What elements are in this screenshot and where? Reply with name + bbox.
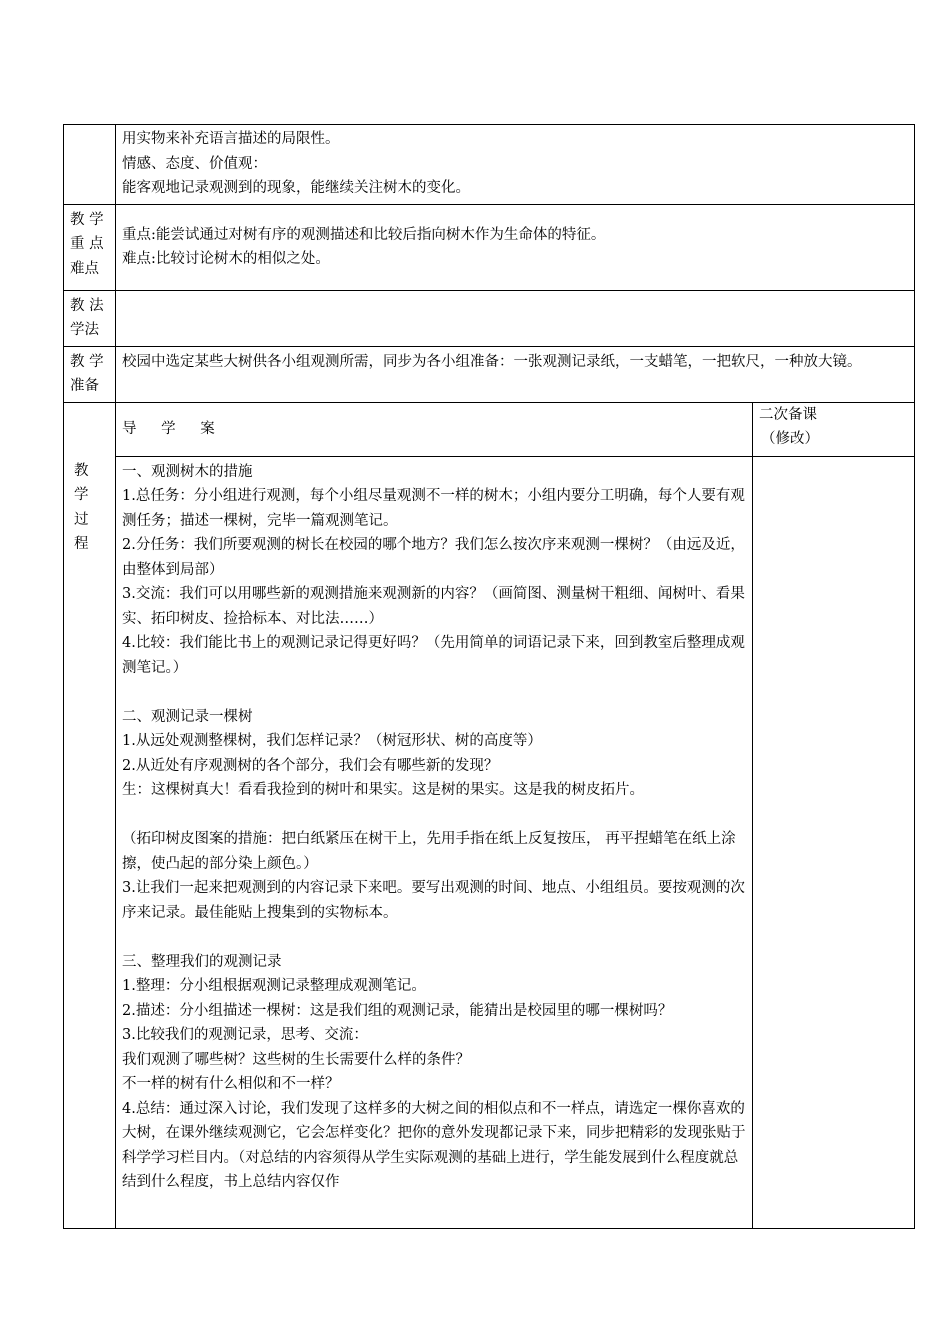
guide-header-text: 导 学 案 bbox=[122, 420, 225, 437]
label-line: 程 bbox=[74, 536, 89, 552]
difficult-point-line: 难点:比较讨论树木的相似之处。 bbox=[122, 251, 330, 267]
label-line: 重 点 bbox=[70, 236, 104, 252]
objectives-content bbox=[116, 125, 915, 205]
lesson-plan-table bbox=[63, 124, 915, 1229]
methods-content bbox=[116, 290, 915, 346]
guide-header bbox=[116, 402, 753, 456]
label-line: 学法 bbox=[70, 322, 99, 338]
process-header-row bbox=[64, 402, 915, 456]
objectives-label-cell bbox=[64, 125, 116, 205]
objectives-line: 用实物来补充语言描述的局限性。 bbox=[122, 131, 340, 147]
label-line: 教 学 bbox=[70, 211, 104, 228]
revision-header-line: 二次备课 bbox=[759, 406, 817, 423]
label-line: 学 bbox=[74, 487, 89, 503]
methods-row bbox=[64, 290, 915, 346]
prep-content bbox=[116, 346, 915, 402]
key-points-row bbox=[64, 204, 915, 290]
process-paragraph: 2.分任务：我们所要观测的树长在校园的哪个地方？我们怎么按次序来观测一棵树？（由远及近，由整体到局部） bbox=[122, 537, 745, 578]
process-paragraph: 生：这棵树真大！看看我捡到的树叶和果实。这是树的果实。这是我的树皮拓片。 bbox=[122, 782, 644, 798]
process-label bbox=[64, 402, 116, 1228]
process-content-row bbox=[64, 456, 915, 1228]
process-paragraph: 2.描述：分小组描述一棵树：这是我们组的观测记录，能猜出是校园里的哪一棵树吗？ bbox=[122, 1002, 673, 1019]
key-point-line: 重点:能尝试通过对树有序的观测描述和比较后指向树木作为生命体的特征。 bbox=[122, 226, 606, 243]
key-points-label bbox=[64, 204, 116, 290]
methods-label bbox=[64, 290, 116, 346]
objectives-row bbox=[64, 125, 915, 205]
prep-row bbox=[64, 346, 915, 402]
process-paragraph: （拓印树皮图案的措施：把白纸紧压在树干上，先用手指在纸上反复按压， 再平捏蜡笔在纸上涂擦，使凸起的部分染上颜色。） bbox=[122, 831, 736, 872]
process-paragraph: 4.总结：通过深入讨论，我们发现了这样多的大树之间的相似点和不一样点，请选定一棵你喜欢的大树，在课外继续观测它，它会怎样变化？把你的意外发现都记录下来，同步把精彩的发现张贴于科学学习栏目内。（对总结的内容须得从学生实际观测的基础上进行，学生能发展到什么程度就总结到什么程度，书上总结内容仅作 bbox=[122, 1100, 746, 1190]
process-content bbox=[116, 456, 753, 1228]
label-line: 难点 bbox=[70, 260, 99, 277]
key-points-content bbox=[116, 204, 915, 290]
prep-text: 校园中选定某些大树供各小组观测所需，同步为各小组准备：一张观测记录纸，一支蜡笔，一把软尺，一种放大镜。 bbox=[122, 353, 862, 370]
revision-header-line: （修改） bbox=[761, 431, 819, 447]
process-paragraph: 1.从远处观测整棵树，我们怎样记录？（树冠形状、树的高度等） bbox=[122, 733, 542, 749]
section-heading: 一、观测树木的措施 bbox=[122, 463, 253, 480]
process-paragraph: 3.比较我们的观测记录，思考、交流： bbox=[122, 1027, 368, 1043]
label-line: 教 法 bbox=[70, 297, 104, 314]
process-paragraph: 3.让我们一起来把观测到的内容记录下来吧。要写出观测的时间、地点、小组组员。要按观测的次序来记录。最佳能贴上搜集到的实物标本。 bbox=[122, 880, 745, 921]
section-heading: 二、观测记录一棵树 bbox=[122, 708, 253, 725]
process-paragraph: 不一样的树有什么相似和不一样？ bbox=[122, 1076, 340, 1092]
revision-header bbox=[753, 402, 915, 456]
blank-line bbox=[122, 680, 746, 705]
process-paragraph: 我们观测了哪些树？这些树的生长需要什么样的条件？ bbox=[122, 1051, 470, 1068]
objectives-line: 能客观地记录观测到的现象，能继续关注树木的变化。 bbox=[122, 180, 470, 196]
process-paragraph: 1.总任务：分小组进行观测，每个小组尽量观测不一样的树木；小组内要分工明确，每个人要有观测任务；描述一棵树，完毕一篇观测笔记。 bbox=[122, 488, 745, 529]
process-paragraph: 4.比较：我们能比书上的观测记录记得更好吗？（先用简单的词语记录下来，回到教室后整理成观测笔记。） bbox=[122, 635, 745, 676]
process-paragraph: 3.交流：我们可以用哪些新的观测措施来观测新的内容？（画简图、测量树干粗细、闻树叶、看果实、拓印树皮、捡拾标本、对比法……） bbox=[122, 586, 745, 627]
label-line: 过 bbox=[74, 511, 89, 528]
label-line: 教 学 bbox=[70, 353, 104, 370]
label-line: 教 bbox=[74, 462, 89, 479]
revision-content bbox=[753, 456, 915, 1228]
section-heading: 三、整理我们的观测记录 bbox=[122, 953, 282, 970]
prep-label bbox=[64, 346, 116, 402]
process-paragraph: 1.整理：分小组根据观测记录整理成观测笔记。 bbox=[122, 978, 426, 994]
objectives-line: 情感、态度、价值观： bbox=[122, 155, 267, 172]
process-paragraph: 2.从近处有序观测树的各个部分，我们会有哪些新的发现？ bbox=[122, 757, 499, 774]
blank-line bbox=[122, 803, 746, 828]
blank-line bbox=[122, 925, 746, 950]
label-line: 准备 bbox=[70, 378, 99, 394]
